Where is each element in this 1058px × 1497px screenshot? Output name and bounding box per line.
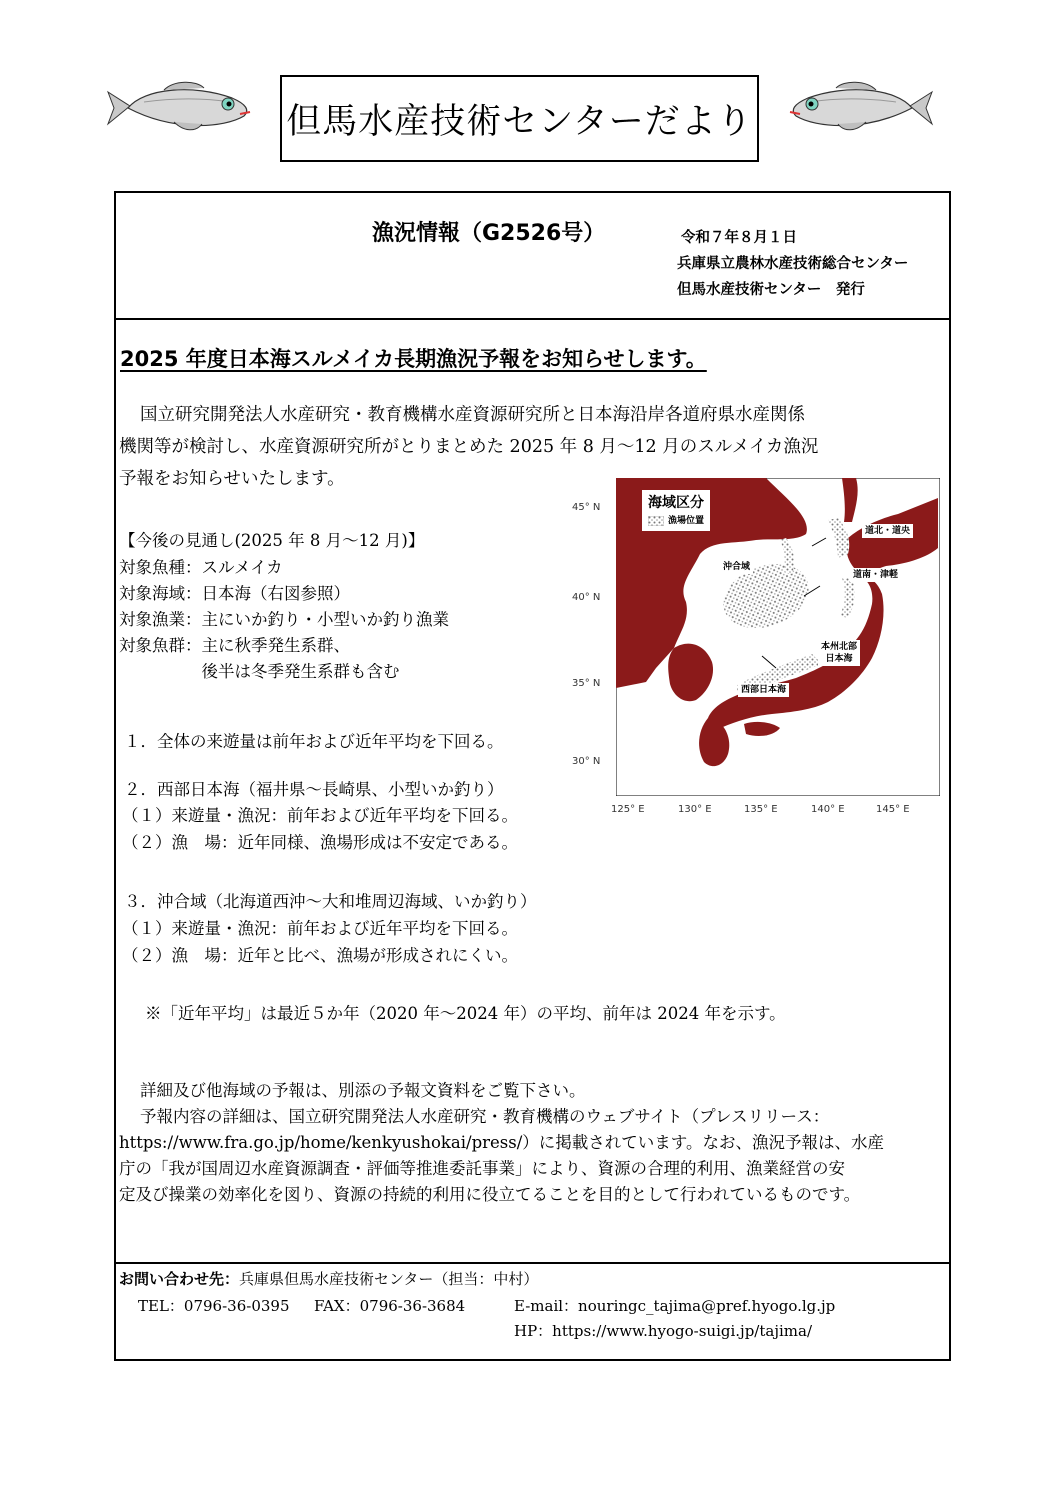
lat-label: 45° N <box>572 502 601 513</box>
fish-illustration-left <box>104 78 254 138</box>
details-line: https://www.fra.go.jp/home/kenkyushokai/press/）に掲載されています。なお、漁況予報は、水産 <box>119 1133 884 1152</box>
lon-label: 125° E <box>611 804 645 815</box>
area-label-oki: 沖合域 <box>720 560 753 574</box>
outlook-item: 後半は冬季発生系群も含む <box>119 662 400 681</box>
lat-label: 40° N <box>572 592 601 603</box>
contact-tel: TEL：0796-36-0395 <box>138 1297 290 1315</box>
forecast-subitem: （１）来遊量・漁況：前年および近年平均を下回る。 <box>122 919 518 938</box>
contact-org: 兵庫県但馬水産技術センター（担当：中村） <box>239 1270 539 1288</box>
area-label-donan: 道南・津軽 <box>850 568 901 582</box>
lon-label: 140° E <box>811 804 845 815</box>
dotted-swatch-icon <box>648 516 664 526</box>
outlook-item: 対象魚種：スルメイカ <box>119 558 283 577</box>
outlook-heading: 【今後の見通し(2025 年 8 月～12 月)】 <box>119 531 425 550</box>
area-label-seibu: 西部日本海 <box>738 683 789 697</box>
header-divider <box>114 318 951 320</box>
details-line: 庁の「我が国周辺水産資源調査・評価等推進委託事業」により、資源の合理的利用、漁業経営の安 <box>119 1159 845 1178</box>
contact-line <box>119 1268 538 1289</box>
lon-label: 130° E <box>678 804 712 815</box>
contact-divider <box>114 1262 951 1264</box>
contact-email[interactable]: E-mail：nouringc_tajima@pref.hyogo.lg.jp <box>514 1297 836 1315</box>
legend-title: 海域区分 <box>648 495 704 511</box>
lon-label: 135° E <box>744 804 778 815</box>
issuer-line-1: 兵庫県立農林水産技術総合センター <box>677 256 909 272</box>
map-legend <box>642 490 710 531</box>
issuer-line-2: 但馬水産技術センター 発行 <box>677 282 865 298</box>
forecast-subitem: （１）来遊量・漁況：前年および近年平均を下回る。 <box>122 806 518 825</box>
lat-label: 30° N <box>572 756 601 767</box>
details-line: 定及び操業の効率化を図り、資源の持続的利用に役立てることを目的として行われているものです。 <box>119 1185 861 1204</box>
forecast-item: ３．沖合域（北海道西沖～大和堆周辺海域、いか釣り） <box>124 892 537 911</box>
fish-illustration-right <box>786 78 936 138</box>
intro-line: 予報をお知らせいたします。 <box>119 469 345 489</box>
area-label-dohoku: 道北・道央 <box>862 524 913 538</box>
sea-area-map <box>568 470 948 830</box>
outlook-item: 対象海域：日本海（右図参照） <box>119 584 350 603</box>
forecast-subitem: （２）漁 場：近年と比べ、漁場が形成されにくい。 <box>122 946 518 965</box>
headline: 2025 年度日本海スルメイカ長期漁況予報をお知らせします。 <box>120 347 707 371</box>
area-label-honshu-line2: 日本海 <box>825 654 853 664</box>
details-line: 詳細及び他海域の予報は、別添の予報文資料をご覧下さい。 <box>140 1081 586 1100</box>
contact-label: お問い合わせ先： <box>119 1270 240 1288</box>
newsletter-title: 但馬水産技術センターだより <box>280 75 759 162</box>
forecast-note: ※「近年平均」は最近５か年（2020 年～2024 年）の平均、前年は 2024 年を示す。 <box>145 1004 786 1023</box>
area-label-honshu-line1: 本州北部 <box>821 642 858 652</box>
outlook-item: 対象魚群：主に秋季発生系群、 <box>119 636 350 655</box>
issue-title: 漁況情報（G2526号） <box>372 221 606 246</box>
contact-fax: FAX：0796-36-3684 <box>314 1297 466 1315</box>
forecast-subitem: （２）漁 場：近年同様、漁場形成は不安定である。 <box>122 833 518 852</box>
forecast-item: ２．西部日本海（福井県～長崎県、小型いか釣り） <box>124 780 504 799</box>
area-label-honshu <box>818 640 860 666</box>
legend-item-label: 漁場位置 <box>668 516 705 526</box>
lat-label: 35° N <box>572 678 601 689</box>
contact-homepage[interactable]: HP：https://www.hyogo-suigi.jp/tajima/ <box>514 1322 812 1340</box>
issue-date: 令和７年８月１日 <box>681 230 797 246</box>
intro-line: 国立研究開発法人水産研究・教育機構水産資源研究所と日本海沿岸各道府県水産関係 <box>140 405 805 425</box>
lon-label: 145° E <box>876 804 910 815</box>
forecast-item: １．全体の来遊量は前年および近年平均を下回る。 <box>124 732 504 751</box>
outlook-item: 対象漁業：主にいか釣り・小型いか釣り漁業 <box>119 610 449 629</box>
details-line: 予報内容の詳細は、国立研究開発法人水産研究・教育機構のウェブサイト（プレスリリース： <box>140 1107 830 1126</box>
intro-line: 機関等が検討し、水産資源研究所がとりまとめた 2025 年 8 月～12 月のスルメイカ漁況 <box>119 437 819 457</box>
legend-item <box>648 515 704 527</box>
